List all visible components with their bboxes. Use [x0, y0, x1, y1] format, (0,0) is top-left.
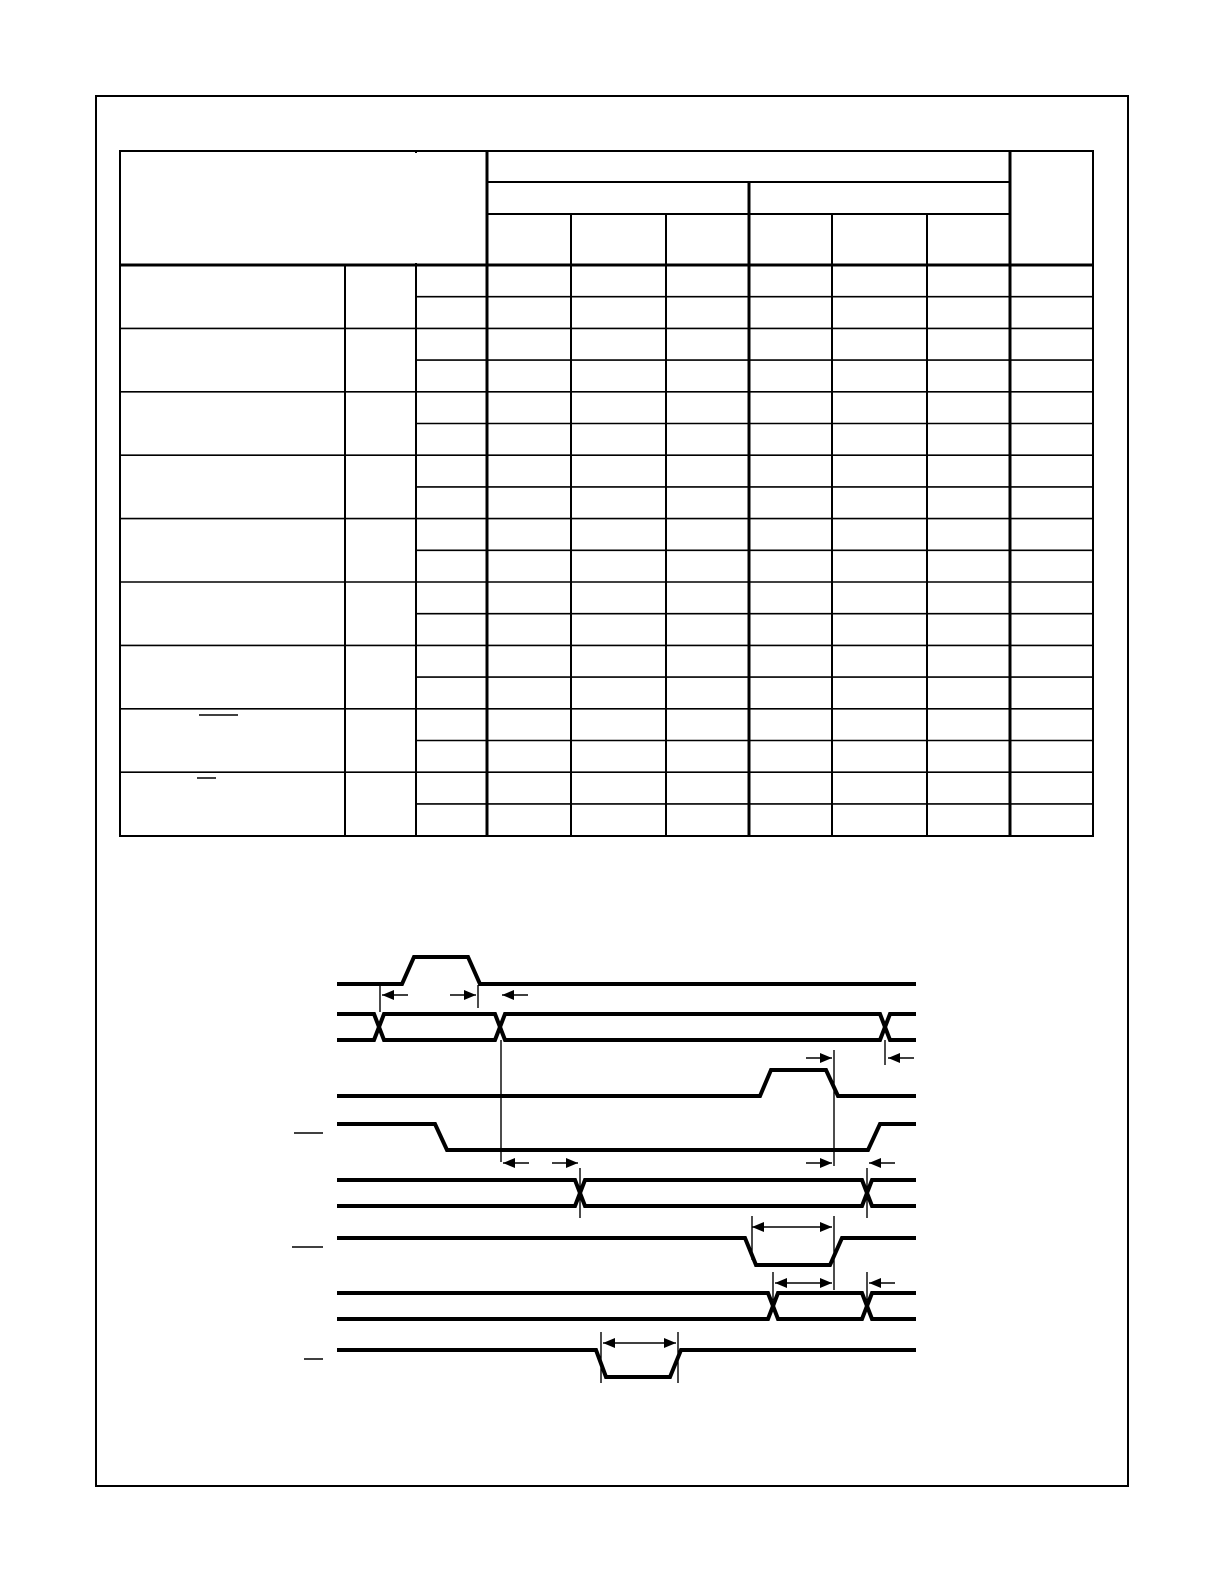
sig4-arrow-right-head	[566, 1158, 578, 1168]
sig7-width-arrow-head-1	[820, 1278, 832, 1288]
signal-6-waveform	[337, 1238, 916, 1265]
table-border	[120, 151, 1093, 836]
signal-4-waveform	[337, 1124, 916, 1150]
sig4-arrow-left-head	[503, 1158, 515, 1168]
header-merge-cover	[414, 153, 418, 263]
signal-3-waveform	[337, 1070, 916, 1096]
sig2-arrow-left-head	[888, 1053, 900, 1063]
signal-2-bus-bottom	[337, 1014, 916, 1040]
sig1-arrow-right-head	[464, 990, 476, 1000]
sig7-arrow-left-head	[869, 1278, 881, 1288]
sig4-arrow-right-2-head	[820, 1158, 832, 1168]
sig8-width-arrow-head-0	[603, 1338, 615, 1348]
timing-diagram	[0, 900, 1225, 1420]
sig1-arrow-hold-head	[502, 990, 514, 1000]
signal-1-waveform	[337, 957, 916, 984]
timing-diagram-svg	[0, 900, 1225, 1420]
sig1-arrow-left-head	[382, 990, 394, 1000]
signal-5-bus-bottom	[337, 1180, 916, 1206]
signal-2-bus-top	[337, 1014, 916, 1040]
signal-5-bus-top	[337, 1180, 916, 1206]
sig8-width-arrow-head-1	[664, 1338, 676, 1348]
signal-7-bus-bottom	[337, 1293, 916, 1319]
table-grid	[119, 150, 1105, 845]
timing-characteristics-table	[119, 150, 1105, 845]
sig2-arrow-right-head	[820, 1053, 832, 1063]
sig6-width-arrow-head-1	[820, 1222, 832, 1232]
sig4-arrow-left-2-head	[869, 1158, 881, 1168]
signal-8-waveform	[337, 1350, 916, 1377]
sig6-width-arrow-head-0	[752, 1222, 764, 1232]
sig7-width-arrow-head-0	[775, 1278, 787, 1288]
signal-7-bus-top	[337, 1293, 916, 1319]
